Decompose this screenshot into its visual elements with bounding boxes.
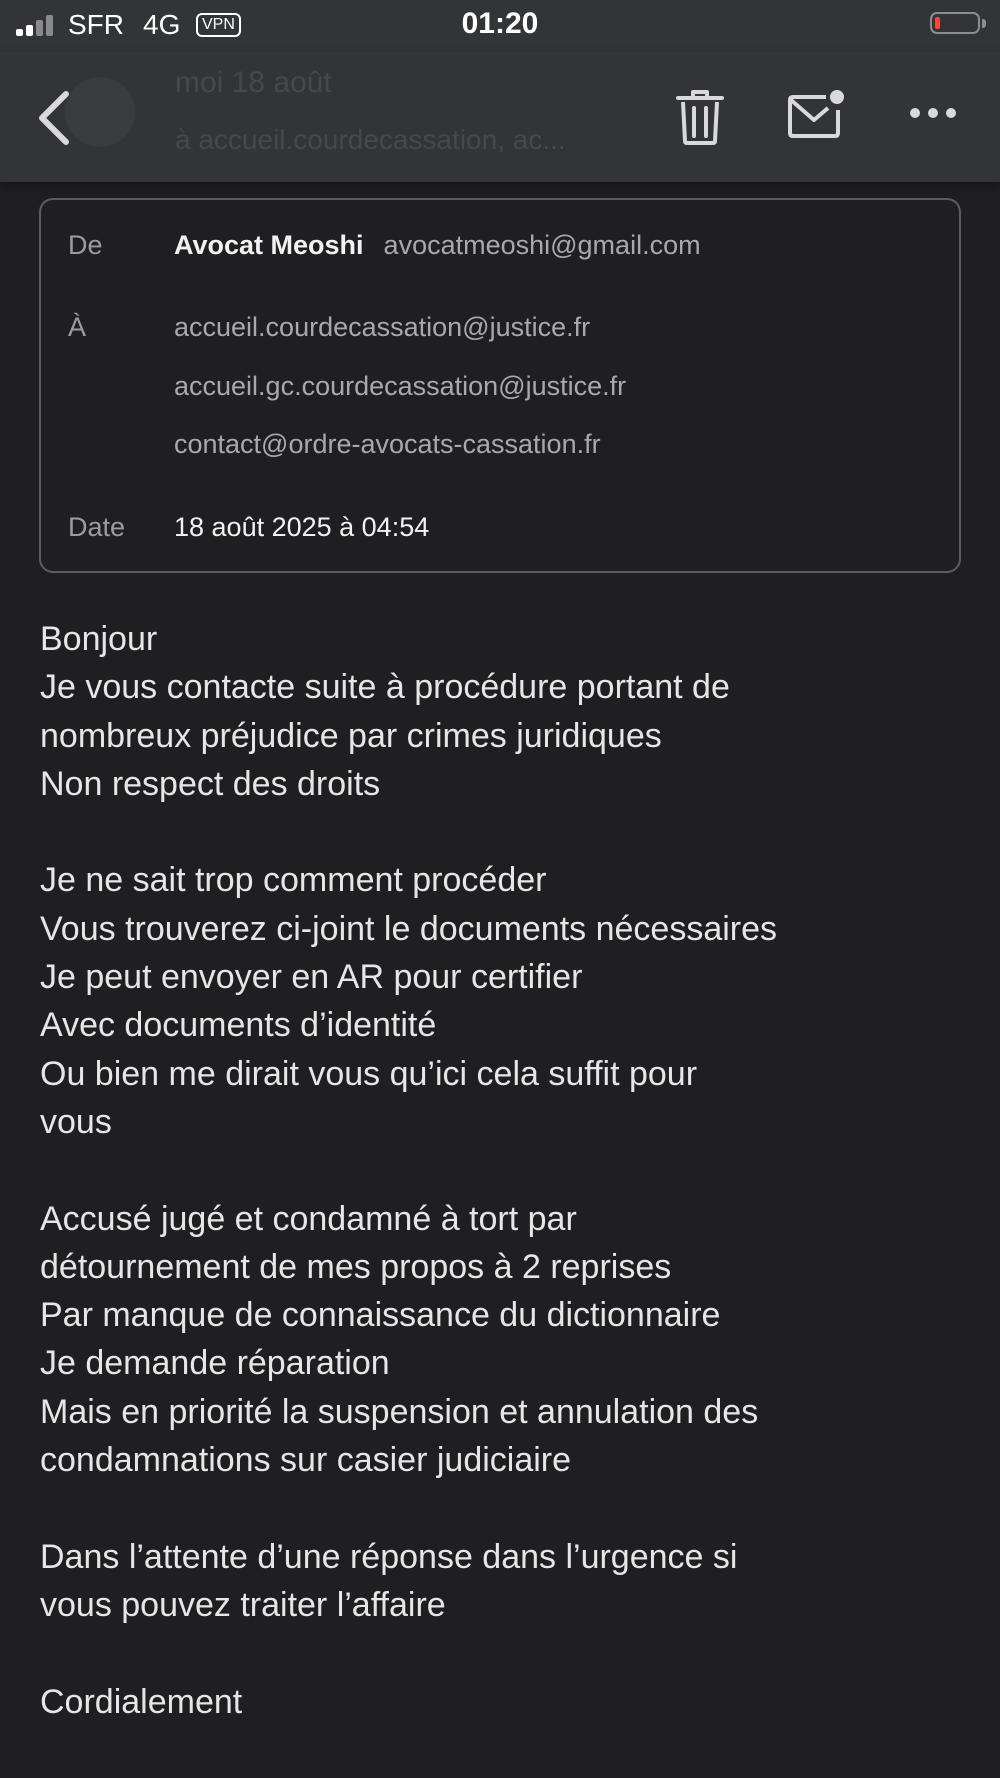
body-line: Dans l’attente d’une réponse dans l’urgence si bbox=[40, 1537, 738, 1576]
body-line: Non respect des droits bbox=[40, 764, 381, 803]
body-line: Mais en priorité la suspension et annulation des bbox=[40, 1392, 759, 1431]
trash-icon[interactable] bbox=[675, 88, 725, 146]
collapsed-sender: moi 18 août bbox=[175, 66, 332, 99]
date-label: Date bbox=[68, 512, 126, 542]
sender-name[interactable]: Avocat Meoshi bbox=[174, 230, 364, 260]
sender-email[interactable]: avocatmeoshi@gmail.com bbox=[383, 230, 701, 260]
carrier-name: SFR bbox=[68, 9, 124, 40]
body-line: Je ne sait trop comment procéder bbox=[40, 861, 547, 900]
body-line bbox=[40, 1484, 970, 1532]
collapsed-recipients: à accueil.courdecassation, ac... bbox=[175, 124, 566, 155]
body-line: Avec documents d’identité bbox=[40, 1006, 437, 1045]
body-line bbox=[40, 808, 970, 856]
body-line bbox=[40, 1629, 970, 1677]
body-line: Je vous contacte suite à procédure portant de bbox=[40, 668, 730, 707]
body-line: Bonjour bbox=[40, 620, 158, 658]
body-line: Accusé jugé et condamné à tort par bbox=[40, 1199, 577, 1238]
more-icon[interactable] bbox=[908, 106, 958, 120]
body-line: Ou bien me dirait vous qu’ici cela suffit pour bbox=[40, 1054, 698, 1093]
body-line: nombreux préjudice par crimes juridiques bbox=[40, 716, 662, 755]
body-line: Je peut envoyer en AR pour certifier bbox=[40, 958, 583, 997]
avatar bbox=[65, 77, 135, 147]
recipient-email[interactable]: accueil.gc.courdecassation@justice.fr bbox=[174, 371, 627, 401]
body-line: Vous trouverez ci-joint le documents nécessaires bbox=[40, 909, 778, 948]
email-body bbox=[40, 615, 970, 1726]
body-line: vous pouvez traiter l’affaire bbox=[40, 1585, 446, 1624]
battery-tip bbox=[982, 19, 986, 28]
from-label: De bbox=[68, 230, 103, 260]
vpn-badge: VPN bbox=[196, 13, 241, 37]
chevron-left-icon[interactable] bbox=[34, 88, 74, 148]
to-label: À bbox=[68, 312, 87, 342]
body-line: Cordialement bbox=[40, 1682, 243, 1721]
body-line: Par manque de connaissance du dictionnaire bbox=[40, 1296, 721, 1335]
body-line: vous bbox=[40, 1102, 112, 1141]
body-line bbox=[40, 1146, 970, 1194]
status-bar bbox=[0, 0, 1000, 52]
status-time: 01:20 bbox=[461, 7, 539, 40]
mail-unread-icon[interactable] bbox=[788, 88, 848, 138]
body-line: Je demande réparation bbox=[40, 1344, 390, 1383]
email-date: 18 août 2025 à 04:54 bbox=[174, 512, 430, 542]
body-line: condamnations sur casier judiciaire bbox=[40, 1441, 572, 1480]
recipient-email[interactable]: contact@ordre-avocats-cassation.fr bbox=[174, 429, 601, 459]
battery-icon bbox=[930, 12, 980, 34]
nav-bar bbox=[0, 52, 1000, 182]
recipient-email[interactable]: accueil.courdecassation@justice.fr bbox=[174, 312, 591, 342]
from-row bbox=[174, 230, 701, 261]
network-type: 4G bbox=[143, 9, 181, 40]
body-line: détournement de mes propos à 2 reprises bbox=[40, 1247, 672, 1286]
